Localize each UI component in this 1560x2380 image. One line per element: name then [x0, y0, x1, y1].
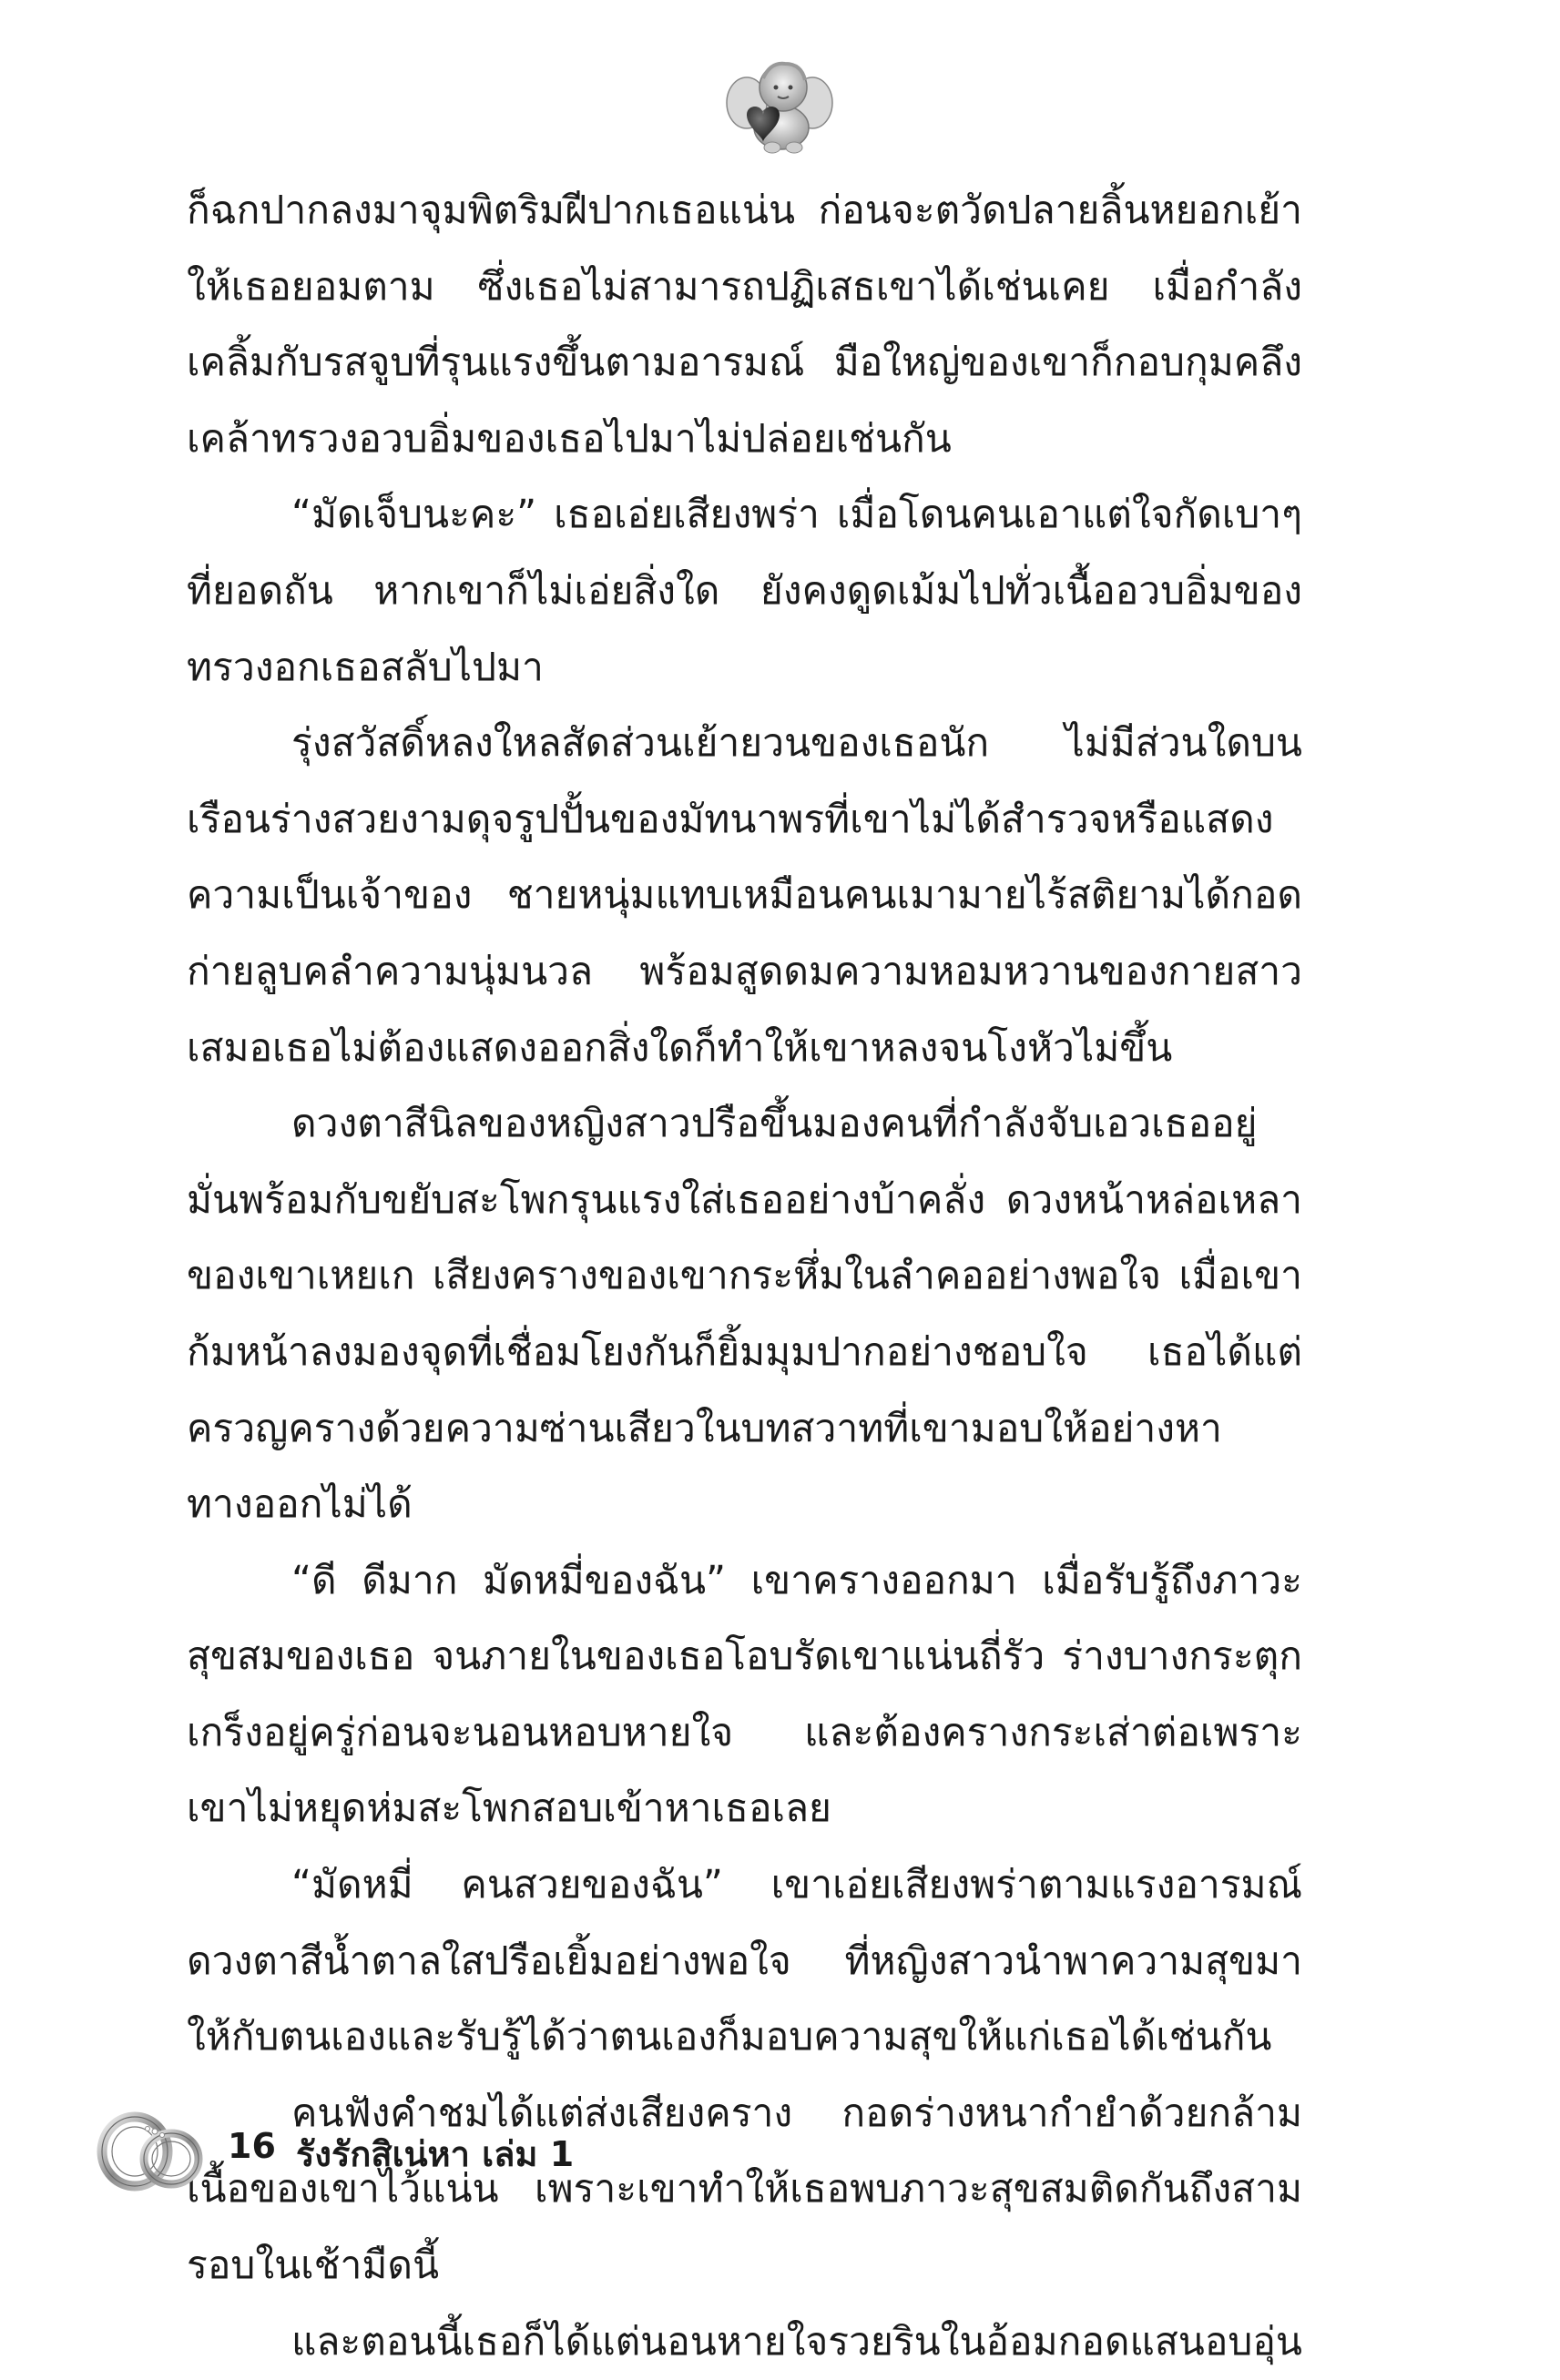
wedding-rings-icon [91, 2099, 219, 2199]
paragraph: คนฟังคำชมได้แต่ส่งเสียงคราง กอดร่างหนากำยำด้วยกล้ามเนื้อของเขาไว้แน่น เพราะเขาทำให้เธอพบภาวะสุขสมติดกันถึงสามรอบในเช้ามืดนี้ [187, 2090, 1302, 2289]
paragraph: และตอนนี้เธอก็ได้แต่นอนหายใจรวยรินในอ้อมกอดแสนอบอุ่น [291, 2319, 1302, 2365]
page-number: 16 [228, 2126, 276, 2166]
paragraph: ก็ฉกปากลงมาจุมพิตริมฝีปากเธอแน่น ก่อนจะตวัดปลายลิ้นหยอกเย้าให้เธอยอมตาม ซึ่งเธอไม่สามารถปฏิเสธเขาได้เช่นเคย เมื่อกำลังเคลิ้มกับรสจูบที่รุนแรงขึ้นตามอารมณ์ มือใหญ่ของเขาก็กอบกุมคลึงเคล้าทรวงอวบอิ่มของเธอไปมาไม่ปล่อยเช่นกัน [187, 188, 1302, 462]
cherub-heart-icon [710, 53, 847, 158]
page-footer [91, 2099, 729, 2199]
paragraph: “มัดเจ็บนะคะ” เธอเอ่ยเสียงพร่า เมื่อโดนคนเอาแต่ใจกัดเบาๆที่ยอดถัน หากเขาก็ไม่เอ่ยสิ่งใด ยังคงดูดเม้มไปทั่วเนื้ออวบอิ่มของทรวงอกเธอสลับไปมา [187, 493, 1302, 690]
body-text [187, 173, 1302, 2380]
paragraph: รุ่งสวัสดิ์หลงใหลสัดส่วนเย้ายวนของเธอนัก ไม่มีส่วนใดบนเรือนร่างสวยงามดุจรูปปั้นของมัทนาพรที่เขาไม่ได้สำรวจหรือแสดงความเป็นเจ้าของ ชายหนุ่มแทบเหมือนคนเมามายไร้สติยามได้กอดก่ายลูบคลำความนุ่มนวล พร้อมสูดดมความหอมหวานของกายสาวเสมอเธอไม่ต้องแสดงออกสิ่งใดก็ทำให้เขาหลงจนโงหัวไม่ขึ้น [187, 721, 1302, 1071]
paragraph: ดวงตาสีนิลของหญิงสาวปรือขึ้นมองคนที่กำลังจับเอวเธออยู่มั่นพร้อมกับขยับสะโพกรุนแรงใส่เธออย่างบ้าคลั่ง ดวงหน้าหล่อเหลาของเขาเหยเก เสียงครางของเขากระหึ่มในลำคออย่างพอใจ เมื่อเขาก้มหน้าลงมองจุดที่เชื่อมโยงกันก็ยิ้มมุมปากอย่างชอบใจ เธอได้แต่ครวญครางด้วยความซ่านเสียวในบทสวาทที่เขามอบให้อย่างหาทางออกไม่ได้ [187, 1102, 1302, 1528]
paragraph: “มัดหมี่ คนสวยของฉัน” เขาเอ่ยเสียงพร่าตามแรงอารมณ์ ดวงตาสีน้ำตาลใสปรือเยิ้มอย่างพอใจ ที่หญิงสาวนำพาความสุขมาให้กับตนเองและรับรู้ได้ว่าตนเองก็มอบความสุขให้แก่เธอได้เช่นกัน [187, 1863, 1302, 2060]
book-title: รังรักสิเน่หา เล่ม 1 [296, 2134, 575, 2174]
paragraph: “ดี ดีมาก มัดหมี่ของฉัน” เขาครางออกมา เมื่อรับรู้ถึงภาวะสุขสมของเธอ จนภายในของเธอโอบรัดเขาแน่นถี่รัว ร่างบางกระตุกเกร็งอยู่ครู่ก่อนจะนอนหอบหายใจ และต้องครางกระเส่าต่อเพราะเขาไม่หยุดห่มสะโพกสอบเข้าหาเธอเลย [187, 1558, 1302, 1832]
